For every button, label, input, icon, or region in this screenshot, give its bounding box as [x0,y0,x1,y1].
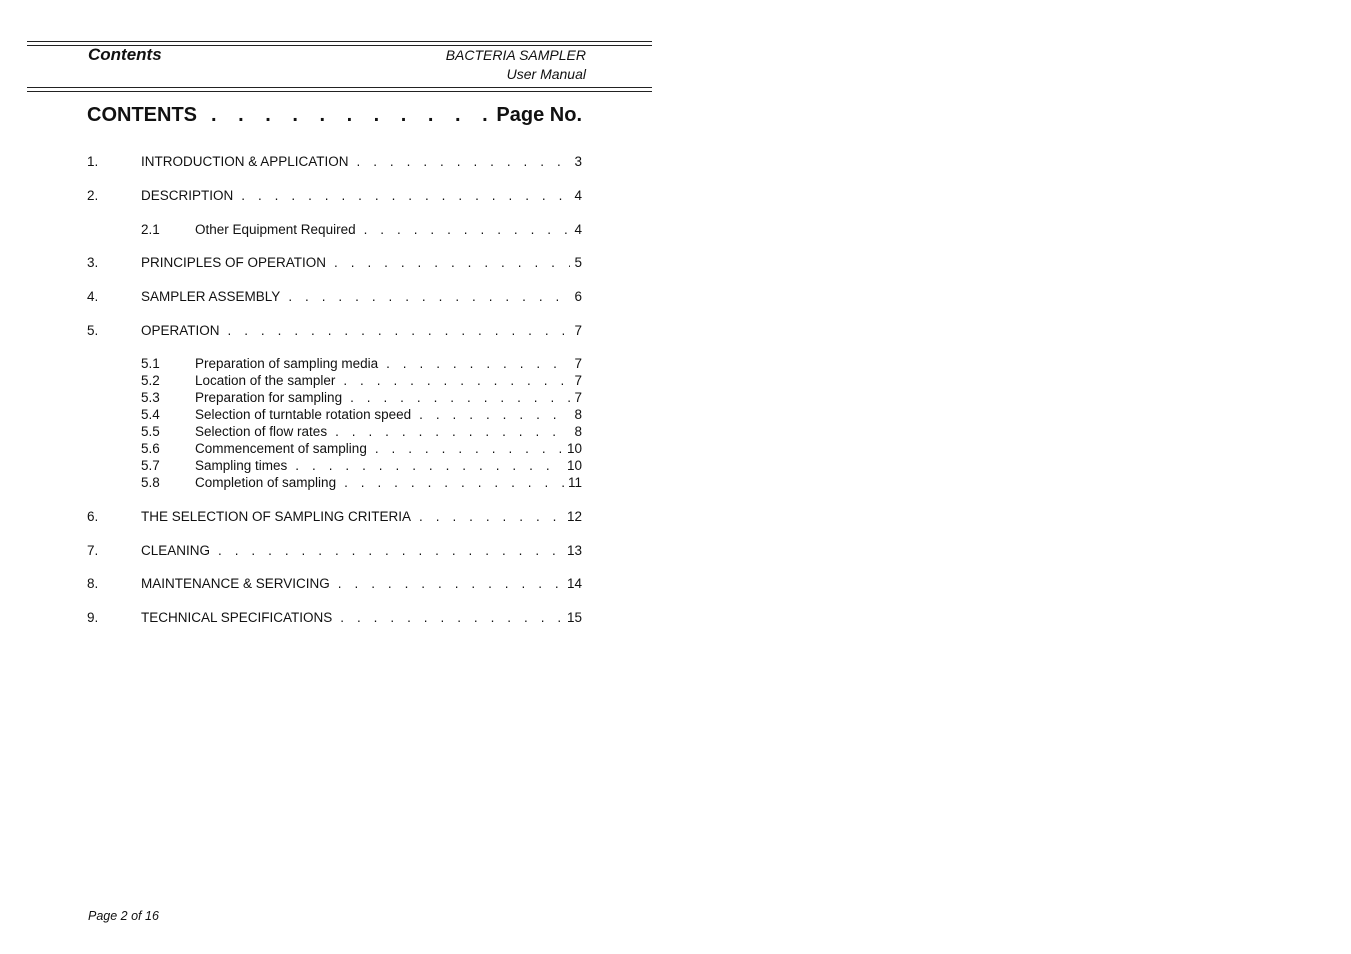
toc-subentry[interactable] [87,441,582,458]
toc-entry-number: 5.6 [141,441,160,456]
toc-entry-number: 7. [87,543,99,558]
page-indicator: Page 2 of 16 [88,909,159,923]
toc-dot-leader [384,356,570,371]
toc-entry-number: 6. [87,509,99,524]
toc-subentry[interactable] [87,424,582,441]
toc-dot-leader [226,323,571,338]
toc-entry-page: 7 [574,390,582,405]
header-rule-top-outer [27,41,652,42]
toc-entry-page: 7 [574,323,582,338]
toc-entry-number: 9. [87,610,99,625]
toc-subentry[interactable] [87,458,582,475]
toc-entry-page: 14 [566,576,582,591]
toc-entry-number: 5.3 [141,390,160,405]
toc-entry-number: 4. [87,289,99,304]
header-rule-bottom-inner [27,91,652,92]
toc-subentry[interactable] [87,407,582,424]
toc-entry-label: Sampling times [195,458,288,473]
toc-entry[interactable] [87,543,582,560]
toc-page-heading: Page No. [496,104,582,126]
toc-entry-page: 15 [566,610,582,625]
toc-entry-number: 5.7 [141,458,160,473]
toc-dot-leader [342,475,564,490]
toc-entry-number: 5.2 [141,373,160,388]
toc-dot-leader [338,610,563,625]
toc-entry-number: 2.1 [141,222,160,237]
toc-entry-label: INTRODUCTION & APPLICATION [141,154,349,169]
toc-entry-number: 5.8 [141,475,160,490]
toc-entry-number: 5. [87,323,99,338]
toc-entry-page: 11 [567,475,582,490]
toc-entry-number: 5.1 [141,356,160,371]
toc-dot-leader [286,289,570,304]
toc-subentry[interactable] [87,222,582,239]
section-title: Contents [88,45,162,64]
toc-subentry[interactable] [87,475,582,492]
toc-entry-page: 10 [566,441,582,456]
toc-entry-label: MAINTENANCE & SERVICING [141,576,330,591]
toc-entry-number: 3. [87,255,99,270]
toc-entry[interactable] [87,255,582,272]
toc-entry[interactable] [87,154,582,171]
toc-entry-page: 7 [574,356,582,371]
toc-subentry[interactable] [87,390,582,407]
toc-entry-page: 10 [566,458,582,473]
toc-dot-leader [332,255,570,270]
toc-entry-page: 8 [574,407,582,422]
toc-entry-label: SAMPLER ASSEMBLY [141,289,281,304]
toc-heading: CONTENTS [87,104,197,126]
toc-entry-page: 13 [566,543,582,558]
toc-dot-leader [373,441,563,456]
toc-entry-page: 8 [574,424,582,439]
toc-entry-number: 5.5 [141,424,160,439]
toc-heading-leader [197,104,496,127]
toc-entry[interactable] [87,323,582,340]
toc-entry[interactable] [87,188,582,205]
toc-entry-label: Selection of flow rates [195,424,328,439]
toc-subentry[interactable] [87,373,582,390]
toc-entry-label: PRINCIPLES OF OPERATION [141,255,327,270]
product-name: BACTERIA SAMPLER [445,47,586,63]
toc-entry-label: CLEANING [141,543,211,558]
toc-dot-leader [239,188,570,203]
toc-entry[interactable] [87,509,582,526]
toc-dot-leader [333,424,570,439]
toc-entry[interactable] [87,576,582,593]
toc-dot-leader [216,543,563,558]
toc-entry-label: Other Equipment Required [195,222,356,237]
toc-entry-number: 2. [87,188,99,203]
toc-entry-page: 7 [574,373,582,388]
toc-entry-page: 4 [574,188,582,203]
toc-entry-label: THE SELECTION OF SAMPLING CRITERIA [141,509,412,524]
toc-dot-leader [417,509,563,524]
toc-entry-label: DESCRIPTION [141,188,234,203]
toc-dot-leader [348,390,570,405]
toc-entry-number: 8. [87,576,99,591]
toc-heading-row [87,104,582,128]
toc-entry[interactable] [87,289,582,306]
toc-entry-label: Preparation of sampling media [195,356,379,371]
document-type: User Manual [506,66,586,82]
toc-dot-leader [362,222,571,237]
toc-entry-label: Commencement of sampling [195,441,367,456]
toc-entries [87,154,582,627]
toc-entry-label: Selection of turntable rotation speed [195,407,412,422]
header-rule-bottom-outer [27,87,652,88]
toc-entry-page: 4 [574,222,582,237]
document-title [446,46,586,84]
toc-entry-label: Completion of sampling [195,475,337,490]
toc-dot-leader [355,154,571,169]
toc-entry-page: 5 [574,255,582,270]
toc-dot-leader [341,373,570,388]
toc-entry-number: 1. [87,154,99,169]
toc-entry-number: 5.4 [141,407,160,422]
table-of-contents [87,104,582,627]
toc-subentry[interactable] [87,356,582,373]
toc-entry-label: TECHNICAL SPECIFICATIONS [141,610,333,625]
toc-dot-leader [417,407,570,422]
toc-entry[interactable] [87,610,582,627]
toc-entry-page: 3 [574,154,582,169]
toc-dot-leader [293,458,563,473]
toc-entry-label: Preparation for sampling [195,390,343,405]
toc-entry-label: Location of the sampler [195,373,336,388]
toc-entry-page: 6 [574,289,582,304]
toc-entry-label: OPERATION [141,323,220,338]
toc-entry-page: 12 [566,509,582,524]
toc-dot-leader [336,576,563,591]
